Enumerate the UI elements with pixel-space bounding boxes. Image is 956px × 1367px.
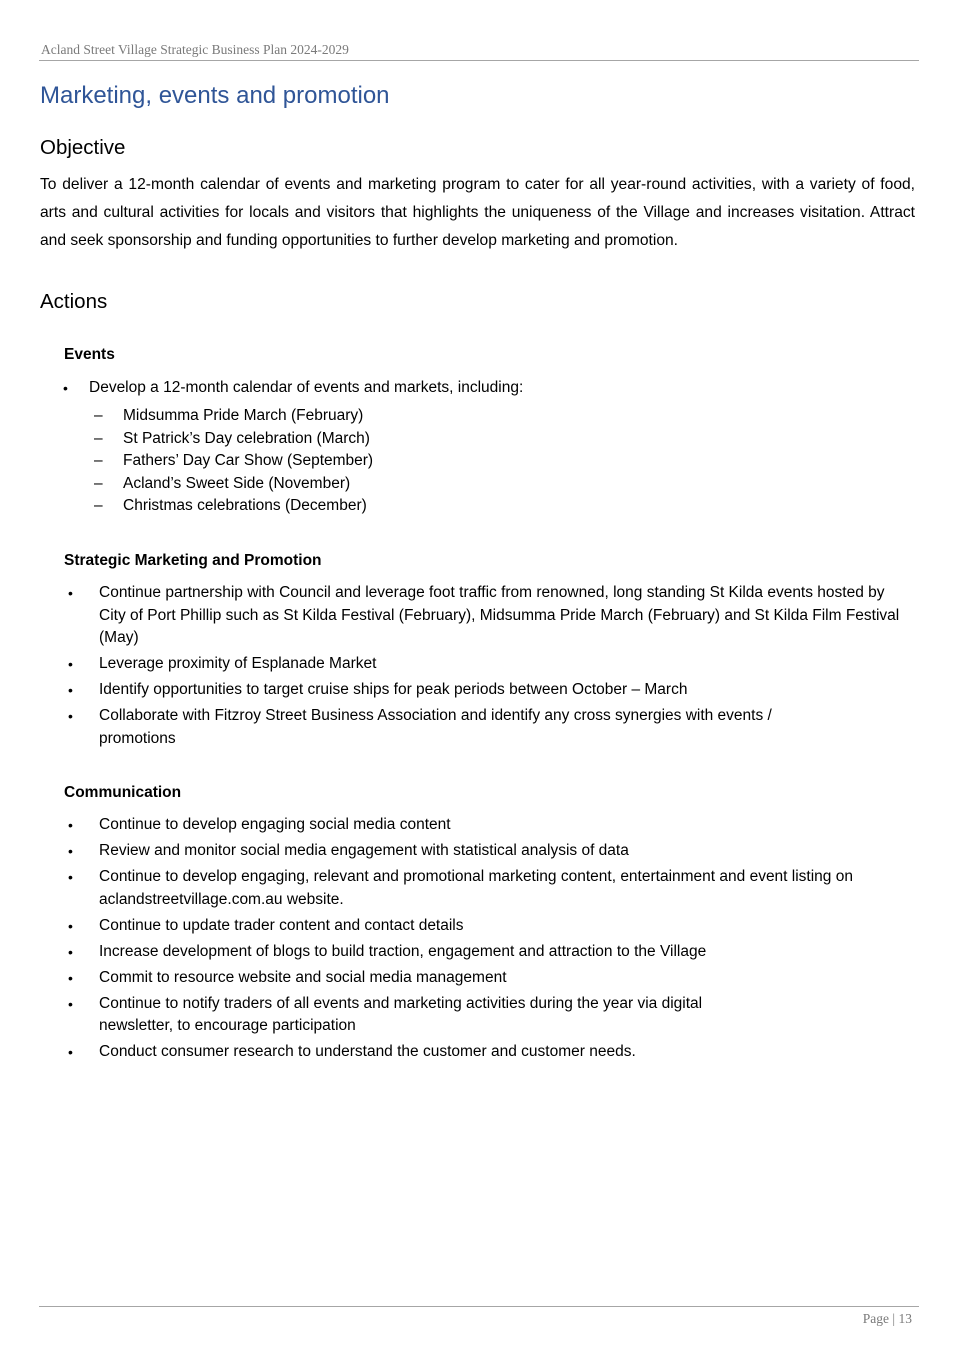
list-item — [68, 814, 879, 837]
events-sublist — [94, 405, 374, 518]
bullet-icon: • — [68, 585, 73, 601]
events-heading: Events — [64, 346, 115, 363]
communication-list — [68, 814, 879, 1067]
bullet-icon: • — [68, 969, 73, 986]
dash-icon: – — [94, 474, 103, 492]
event-item: St Patrick’s Day celebration (March) — [123, 429, 370, 447]
strategic-item: Collaborate with Fitzroy Street Business Association and identify any cross synergies with events / promotions — [99, 707, 772, 747]
event-item: Midsumma Pride March (February) — [123, 407, 364, 424]
bullet-icon: • — [68, 943, 73, 960]
event-item: Fathers’ Day Car Show (September) — [123, 452, 374, 469]
communication-item: Continue to update trader content and contact details — [99, 916, 464, 934]
list-item — [68, 1041, 879, 1064]
list-item — [68, 840, 879, 863]
events-list — [63, 377, 524, 400]
bullet-icon: • — [68, 656, 73, 672]
list-item — [68, 582, 904, 650]
communication-heading: Communication — [64, 784, 182, 801]
list-item — [94, 428, 373, 451]
list-item — [68, 915, 879, 938]
event-item: Christmas celebrations (December) — [123, 497, 367, 514]
dash-icon: – — [94, 452, 103, 469]
communication-item: Increase development of blogs to build traction, engagement and attraction to the Village — [99, 942, 707, 960]
bullet-icon: • — [63, 380, 68, 396]
list-item — [94, 450, 374, 473]
page-title: Marketing, events and promotion — [40, 82, 390, 109]
communication-item: Continue to develop engaging, relevant and promotional marketing content, entertainment and event listing on aclandstreetvillage.com.au website. — [99, 868, 853, 908]
bullet-icon: • — [68, 917, 73, 934]
actions-heading: Actions — [40, 290, 108, 313]
bullet-icon: • — [68, 843, 73, 859]
bullet-icon: • — [68, 708, 73, 724]
strategic-heading: Strategic Marketing and Promotion — [64, 552, 322, 569]
communication-item: Conduct consumer research to understand the customer and customer needs. — [99, 1043, 636, 1060]
dash-icon: – — [94, 429, 103, 447]
bullet-icon: • — [68, 817, 73, 833]
running-header: Acland Street Village Strategic Business Plan 2024-2029 — [41, 42, 349, 57]
header-divider — [39, 60, 919, 61]
footer-divider — [39, 1306, 919, 1307]
bullet-icon: • — [68, 1044, 73, 1060]
communication-item: Continue to develop engaging social media content — [99, 816, 451, 833]
strategic-item: Continue partnership with Council and leverage foot traffic from renowned, long standing St Kilda events hosted by City of Port Phillip such as St Kilda Festival (February), Midsumma Pride March (February) and St Kilda Film Festival (May) — [99, 584, 900, 646]
objective-heading: Objective — [40, 136, 126, 159]
list-item — [63, 377, 524, 400]
communication-item: Continue to notify traders of all events and marketing activities during the year via digital newsletter, to encourage participation — [99, 994, 703, 1034]
objective-paragraph: To deliver a 12-month calendar of events and marketing program to cater for all year-round activities, with a variety of food, arts and cultural activities for locals and visitors that highlights the uniqueness of the Village and increases visitation. Attract and seek sponsorship and funding opportunities to further develop marketing and promotion. — [40, 176, 915, 250]
bullet-icon: • — [68, 682, 73, 698]
bullet-icon: • — [68, 995, 73, 1012]
page-number: Page | 13 — [862, 1311, 912, 1326]
list-item — [68, 967, 879, 990]
list-item — [68, 993, 769, 1038]
dash-icon: – — [94, 497, 103, 514]
list-item — [68, 705, 839, 750]
communication-item: Commit to resource website and social media management — [99, 968, 507, 986]
list-item — [94, 405, 373, 428]
list-item — [94, 473, 373, 496]
dash-icon: – — [94, 407, 103, 424]
strategic-item: Identify opportunities to target cruise ships for peak periods between October – March — [99, 681, 688, 698]
communication-item: Review and monitor social media engagement with statistical analysis of data — [99, 842, 629, 859]
bullet-icon: • — [68, 869, 73, 885]
strategic-item: Leverage proximity of Esplanade Market — [99, 655, 377, 672]
list-item — [68, 866, 869, 911]
events-intro: Develop a 12-month calendar of events and markets, including: — [89, 379, 524, 396]
list-item — [94, 495, 373, 518]
event-item: Acland’s Sweet Side (November) — [123, 474, 351, 492]
list-item — [68, 679, 904, 702]
list-item — [68, 941, 879, 964]
strategic-list — [68, 582, 904, 754]
list-item — [68, 653, 904, 676]
